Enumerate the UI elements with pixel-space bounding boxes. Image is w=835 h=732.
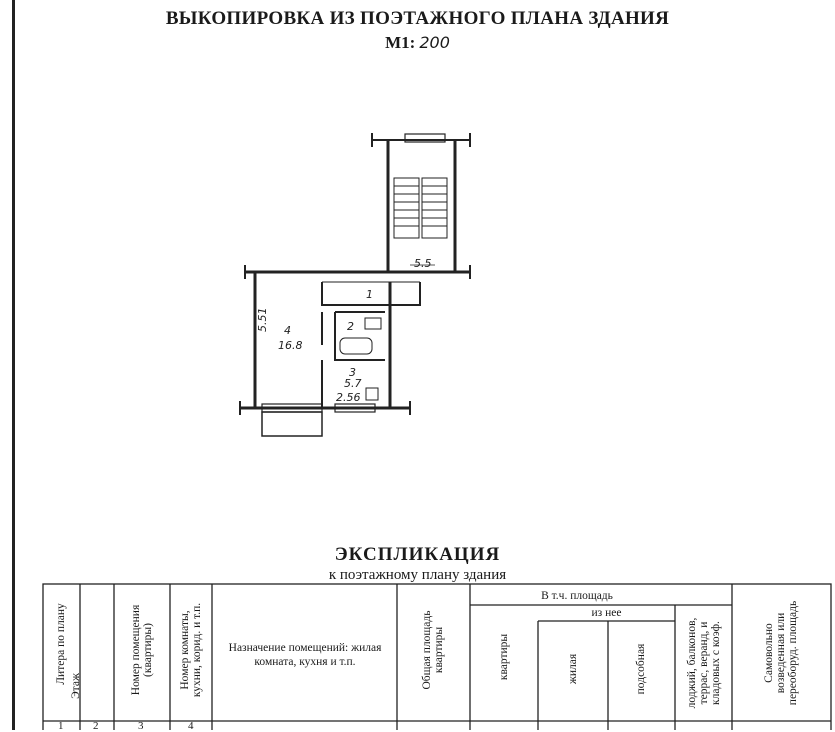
room-number-label: 4: [284, 324, 291, 337]
scale-value: 200: [419, 33, 450, 52]
index-cell-2: 2: [93, 720, 99, 732]
col-auxiliary: подсобная: [635, 643, 647, 695]
stove-fixture: [366, 388, 378, 400]
col-of-which: из нее: [591, 607, 622, 619]
index-cell-3: 3: [138, 720, 144, 732]
col-purpose: Назначение помещений: жилая комната, кухня и т.п.: [228, 642, 382, 668]
col-loggias: лоджий, балконов, террас, веранд, и кладовых с коэф.: [686, 617, 722, 709]
sink-fixture: [365, 318, 381, 329]
col-living: жилая: [567, 653, 579, 685]
balcony: [262, 412, 322, 436]
col-incl-area: В т.ч. площадь: [541, 590, 613, 602]
col-litera: Литера по плану: [55, 603, 67, 685]
document-title: ВЫКОПИРОВКА ИЗ ПОЭТАЖНОГО ПЛАНА ЗДАНИЯ: [165, 8, 670, 29]
explication-subtitle: к поэтажному плану здания: [328, 567, 507, 583]
kitchen-number-label: 3: [349, 366, 356, 379]
col-total-area: Общая площадь квартиры: [421, 610, 445, 690]
kitchen-dim-label: 2.56: [336, 391, 361, 404]
index-cell-1: 1: [58, 720, 64, 732]
col-apartments: квартиры: [498, 633, 510, 681]
room-dim-label: 5.51: [256, 307, 269, 332]
bathtub-fixture: [340, 338, 372, 354]
corridor-label: 1: [366, 288, 373, 301]
bath-label: 2: [347, 320, 354, 333]
kitchen-area-label: 5.7: [344, 377, 362, 390]
explication-table: [42, 583, 832, 730]
explication-title: ЭКСПЛИКАЦИЯ: [334, 544, 501, 565]
col-room-number: Номер комнаты, кухни, корид. и т.п.: [179, 602, 203, 698]
stair-area-label: 5.5: [414, 257, 432, 270]
scale-label: М1:: [385, 33, 416, 52]
col-apt-number: Номер помещения (квартиры): [130, 604, 154, 696]
col-floor: Этаж: [70, 673, 82, 699]
col-unauthorized: Самовольно возведенная или переоборуд. площадь: [763, 600, 799, 706]
staircase: [394, 178, 447, 238]
index-cell-4: 4: [188, 720, 194, 732]
room-area-label: 16.8: [278, 339, 303, 352]
